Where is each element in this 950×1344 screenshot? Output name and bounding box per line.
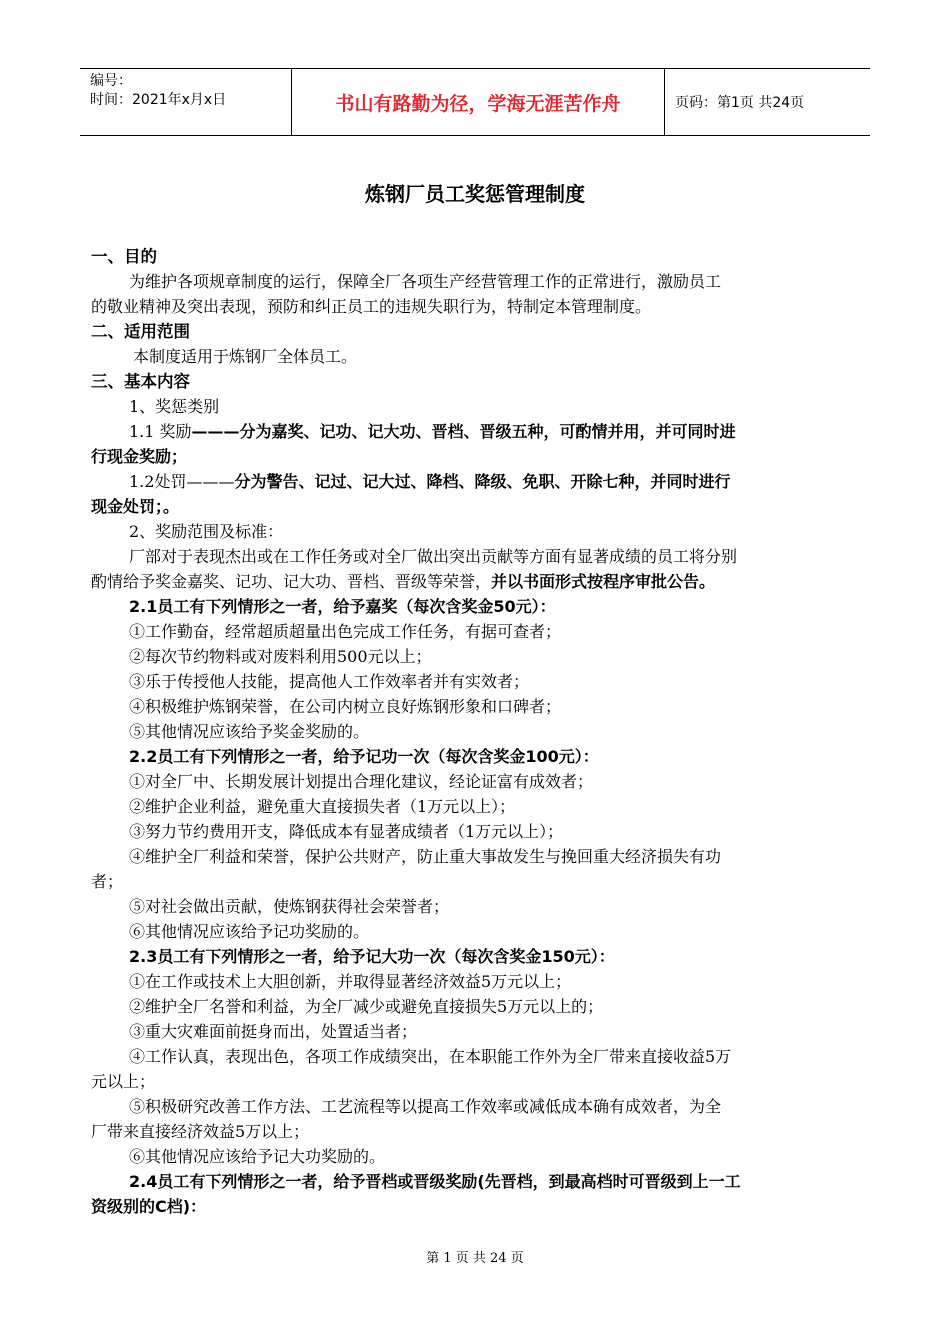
reward-2-2-heading: 2.2员工有下列情形之一者，给予记功一次（每次含奖金100元）： — [129, 747, 599, 766]
reward-scope-bold: 并以书面形式按程序审批公告。 — [491, 572, 716, 591]
reward-category-line-2: 行现金奖励； — [91, 447, 188, 466]
reward-2-2-item: ④维护全厂利益和荣誉，保护公共财产，防止重大事故发生与挽回重大经济损失有功 — [129, 847, 722, 866]
reward-2-2-item: ⑥其他情况应该给予记功奖励的。 — [129, 922, 370, 941]
section-heading-purpose: 一、目的 — [91, 247, 157, 266]
reward-2-3-item: ④工作认真，表现出色，各项工作成绩突出，在本职能工作外为全厂带来直接收益5万 — [129, 1047, 732, 1066]
reward-scope-text-line-1: 厂部对于表现杰出或在工作任务或对全厂做出突出贡献等方面有显著成绩的员工将分别 — [129, 547, 738, 566]
section-heading-scope: 二、适用范围 — [91, 322, 190, 341]
reward-2-4-heading-line-2: 资级别的C档)： — [91, 1197, 207, 1216]
document-title: 炼钢厂员工奖惩管理制度 — [365, 182, 585, 206]
reward-category-prefix: 1.1 奖励 — [129, 422, 192, 441]
reward-2-3-item-continued: 厂带来直接经济效益5万以上； — [91, 1122, 310, 1141]
header-motto: 书山有路勤为径，学海无涯苦作舟 — [292, 69, 665, 136]
penalty-category-line-1 — [91, 469, 861, 494]
page-footer: 第 1 页 共 24 页 — [426, 1251, 524, 1266]
reward-scope-text: 酌情给予奖金嘉奖、记功、记大功、晋档、晋级等荣誉， — [91, 572, 492, 591]
header-table — [80, 68, 870, 136]
document-number-label: 编号： — [90, 73, 132, 89]
subsection-reward-scope: 2、奖励范围及标准： — [129, 522, 284, 541]
reward-2-3-item-continued: 元以上； — [91, 1072, 156, 1091]
reward-2-2-item: ⑤对社会做出贡献，使炼钢获得社会荣誉者； — [129, 897, 450, 916]
purpose-text-line-2: 的敬业精神及突出表现，预防和纠正员工的违规失职行为，特制定本管理制度。 — [91, 297, 652, 316]
reward-2-2-item-continued: 者； — [91, 872, 124, 891]
document-date-label: 时间：2021年x月x日 — [90, 92, 227, 108]
reward-2-3-item: ③重大灾难面前挺身而出，处置适当者； — [129, 1022, 418, 1041]
reward-2-1-item: ④积极维护炼钢荣誉，在公司内树立良好炼钢形象和口碑者； — [129, 697, 562, 716]
reward-2-2-item: ③努力节约费用开支，降低成本有显著成绩者（1万元以上）； — [129, 822, 564, 841]
reward-2-1-item: ③乐于传授他人技能，提高他人工作效率者并有实效者； — [129, 672, 530, 691]
penalty-category-bold: 分为警告、记过、记大过、降档、降级、免职、开除七种，并同时进行 — [234, 472, 731, 491]
reward-2-3-item: ②维护全厂名誉和利益，为全厂减少或避免直接损失5万元以上的； — [129, 997, 604, 1016]
header-meta — [80, 69, 292, 136]
reward-category-bold: ———分为嘉奖、记功、记大功、晋档、晋级五种，可酌情并用，并可同时进 — [191, 422, 736, 441]
reward-2-1-item: ②每次节约物料或对废料利用500元以上； — [129, 647, 432, 666]
purpose-text-line-1: 为维护各项规章制度的运行，保障全厂各项生产经营管理工作的正常进行，激励员工 — [129, 272, 722, 291]
penalty-category-line-2: 现金处罚；。 — [91, 497, 180, 516]
penalty-category-prefix: 1.2处罚——— — [129, 472, 235, 491]
reward-2-1-item: ⑤其他情况应该给予奖金奖励的。 — [129, 722, 370, 741]
reward-2-4-heading-line-1: 2.4员工有下列情形之一者，给予晋档或晋级奖励(先晋档，到最高档时可晋级到上一工 — [129, 1172, 741, 1191]
subsection-categories: 1、奖惩类别 — [129, 397, 220, 416]
reward-2-3-item: ⑤积极研究改善工作方法、工艺流程等以提高工作效率或减低成本确有成效者，为全 — [129, 1097, 722, 1116]
reward-scope-text-line-2 — [91, 569, 861, 594]
reward-2-3-item: ⑥其他情况应该给予记大功奖励的。 — [129, 1147, 386, 1166]
reward-2-1-item: ①工作勤奋，经常超质超量出色完成工作任务，有据可查者； — [129, 622, 562, 641]
header-page-label: 页码：第1页 共24页 — [675, 95, 805, 111]
scope-text: 本制度适用于炼钢厂全体员工。 — [133, 347, 358, 366]
reward-2-2-item: ②维护企业利益，避免重大直接损失者（1万元以上）； — [129, 797, 516, 816]
document-body — [91, 244, 861, 1219]
reward-2-3-heading: 2.3员工有下列情形之一者，给予记大功一次（每次含奖金150元）： — [129, 947, 615, 966]
reward-category-line-1 — [91, 419, 861, 444]
reward-2-1-heading: 2.1员工有下列情形之一者，给予嘉奖（每次含奖金50元）： — [129, 597, 556, 616]
section-heading-content: 三、基本内容 — [91, 372, 190, 391]
reward-2-2-item: ①对全厂中、长期发展计划提出合理化建议，经论证富有成效者； — [129, 772, 594, 791]
reward-2-3-item: ①在工作或技术上大胆创新，并取得显著经济效益5万元以上； — [129, 972, 572, 991]
